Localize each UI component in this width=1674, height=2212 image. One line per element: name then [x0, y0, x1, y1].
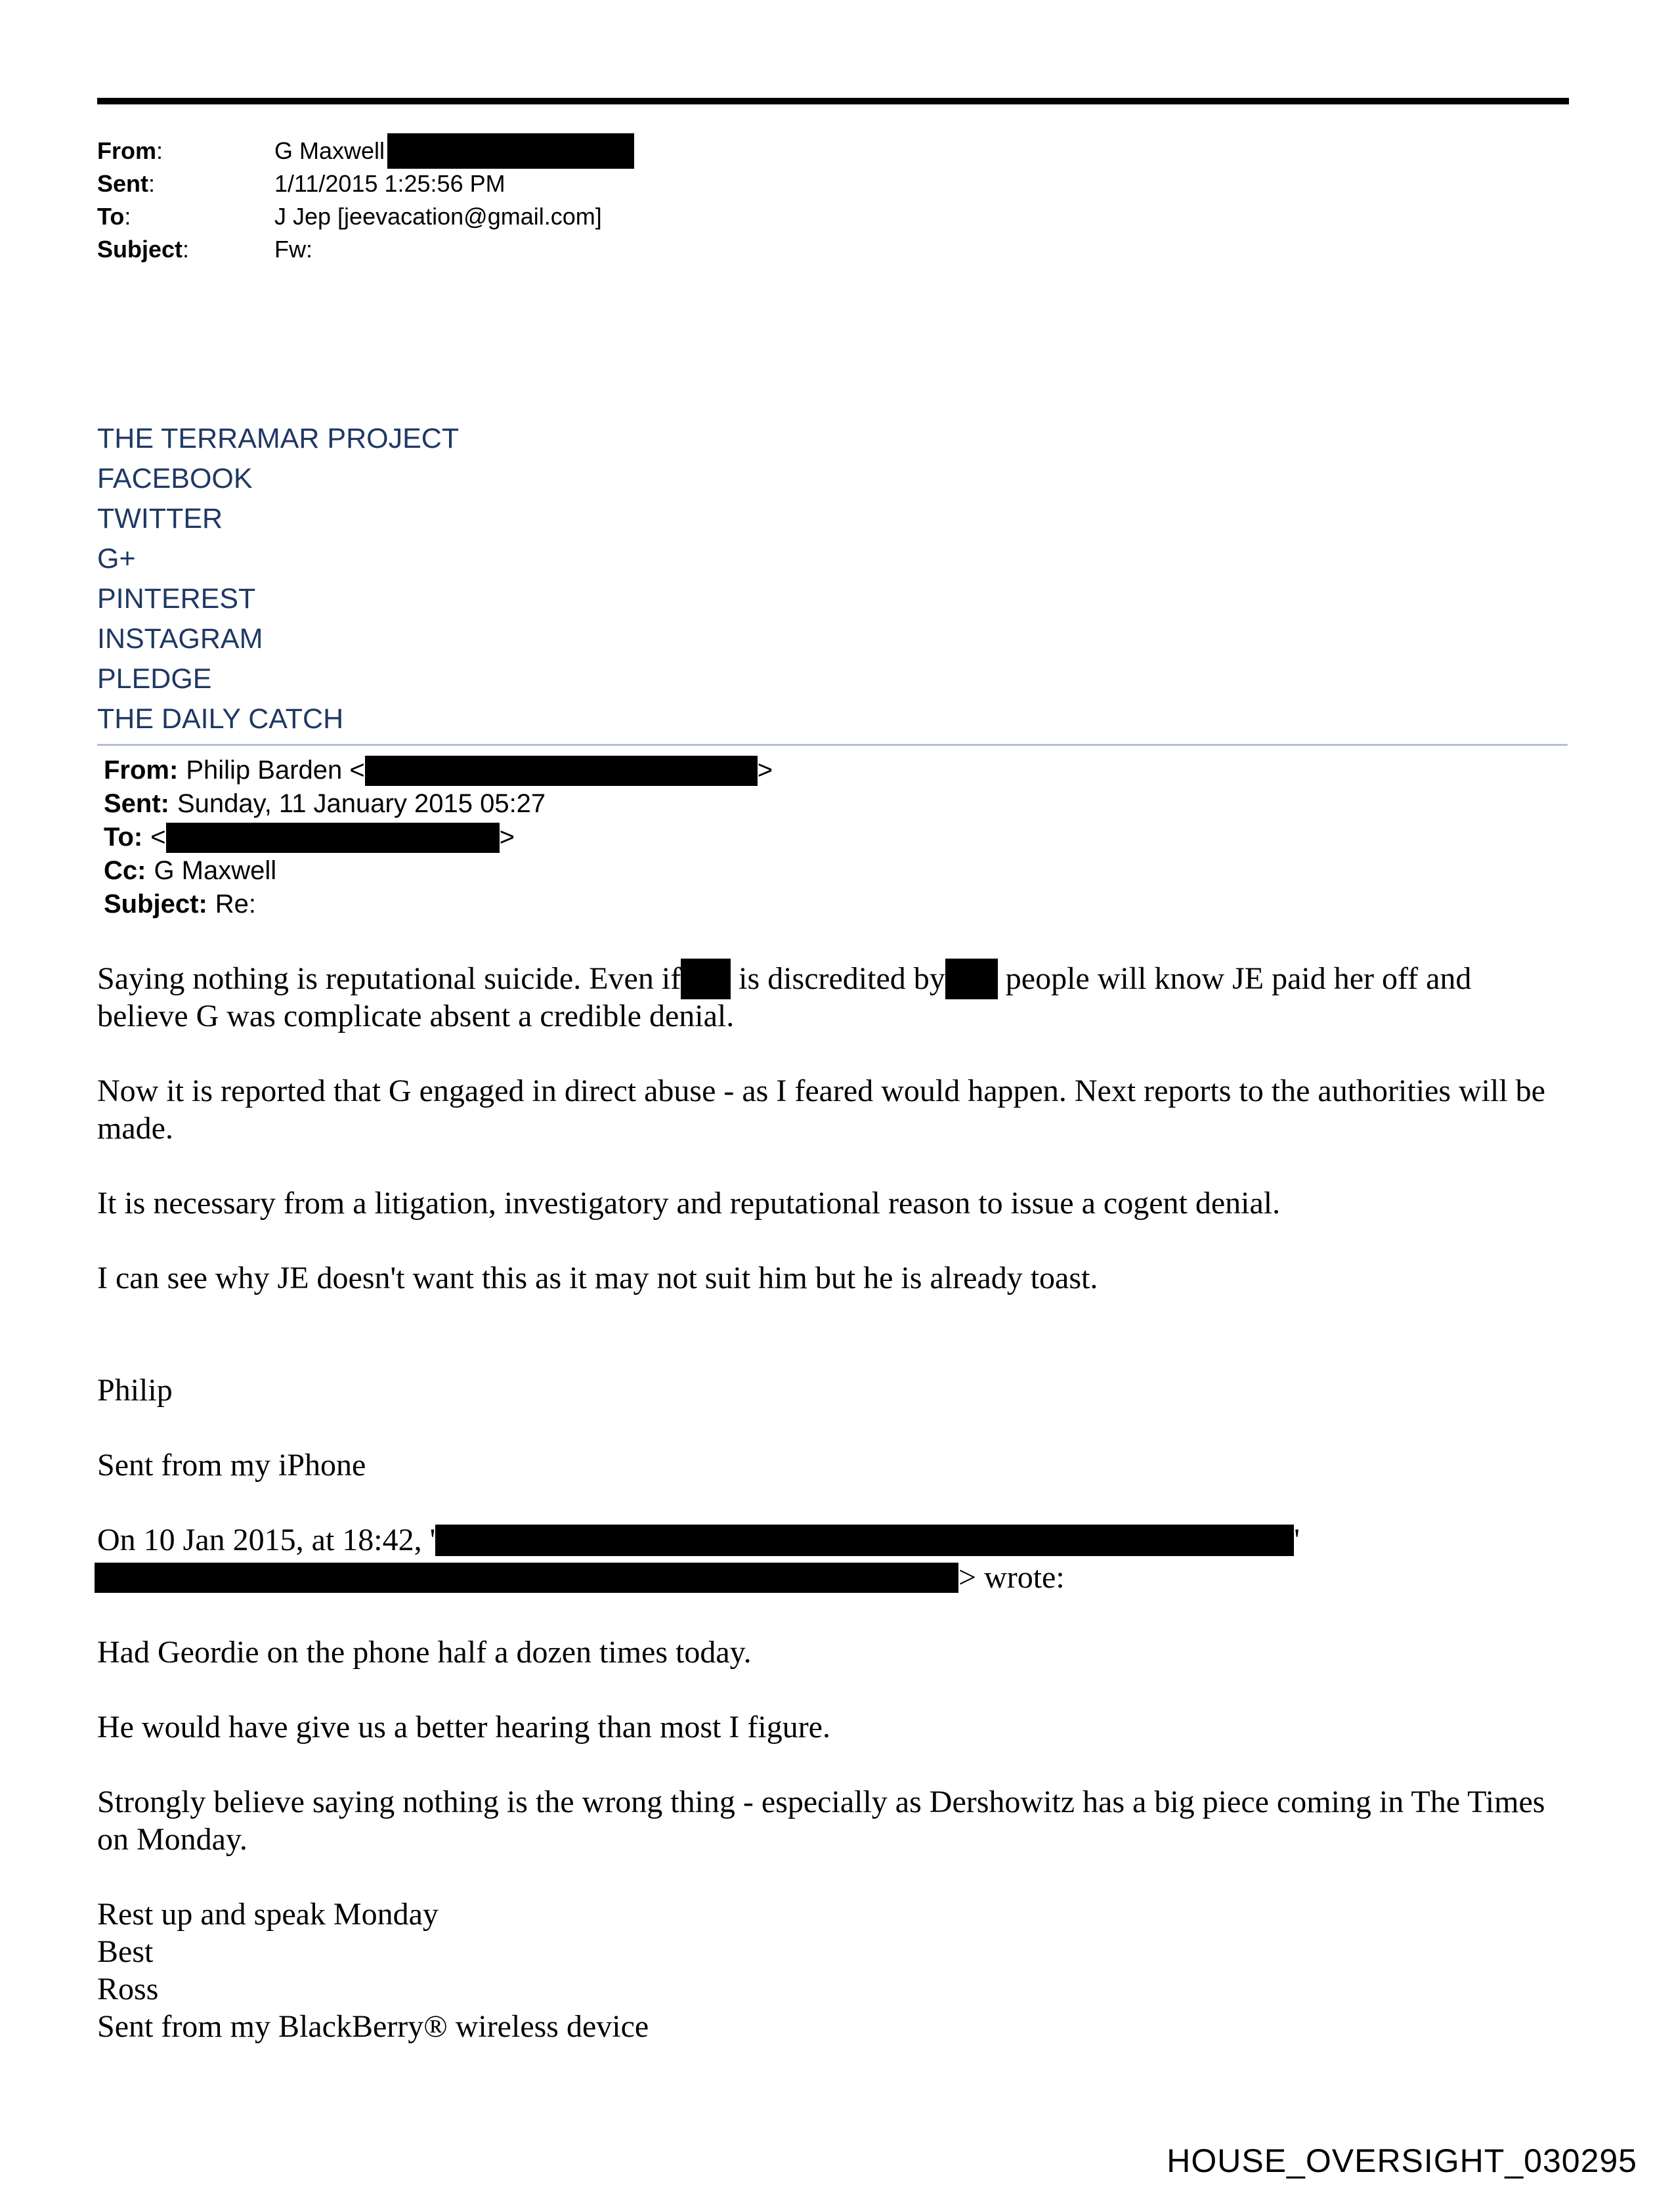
quote-wrote-line: > wrote:	[95, 1559, 1574, 1596]
redaction-box	[166, 823, 500, 853]
fwd-to-open: <	[150, 823, 166, 852]
header-to-row: To: J Jep [jeevacation@gmail.com]	[97, 200, 634, 233]
link-twitter[interactable]: TWITTER	[97, 503, 223, 534]
subject-label: Subject	[97, 236, 183, 263]
body-paragraph-3: It is necessary from a litigation, investigatory and reputational reason to issue a cogent denial.	[97, 1186, 1281, 1221]
sent-from-iphone: Sent from my iPhone	[97, 1448, 366, 1483]
redaction-box	[95, 1563, 958, 1593]
fwd-to-close: >	[499, 823, 515, 852]
quoted-line-1: Had Geordie on the phone half a dozen times today.	[97, 1635, 752, 1670]
fwd-to-label: To:	[104, 823, 143, 852]
body-paragraph-1-line-2: believe G was complicate absent a credible denial.	[97, 999, 735, 1033]
to-label: To	[97, 203, 125, 230]
fwd-subject-label: Subject:	[104, 890, 207, 919]
signoff-name: Philip	[97, 1373, 173, 1408]
redaction-box	[387, 133, 634, 169]
fwd-from-row	[104, 754, 773, 787]
link-gplus[interactable]: G+	[97, 543, 136, 575]
redaction-box	[945, 959, 998, 999]
fwd-subject-value: Re:	[215, 890, 257, 919]
redaction-box	[681, 959, 731, 999]
fwd-sent-value: Sunday, 11 January 2015 05:27	[177, 789, 546, 818]
from-label: From	[97, 137, 156, 164]
quoted-line-4: Rest up and speak Monday	[97, 1897, 439, 1932]
quoted-line-7: Sent from my BlackBerry® wireless device	[97, 2009, 649, 2044]
forward-divider	[97, 744, 1568, 746]
email-body	[97, 960, 1574, 2045]
to-value: J Jep [jeevacation@gmail.com]	[274, 203, 602, 230]
link-pinterest[interactable]: PINTEREST	[97, 583, 256, 615]
link-terramar-project[interactable]: THE TERRAMAR PROJECT	[97, 423, 460, 454]
link-facebook[interactable]: FACEBOOK	[97, 463, 253, 494]
fwd-sent-label: Sent:	[104, 789, 169, 818]
redaction-box	[365, 756, 758, 786]
fwd-sent-row	[104, 787, 773, 821]
header-sent-row: Sent: 1/11/2015 1:25:56 PM	[97, 167, 634, 200]
fwd-from-label: From:	[104, 756, 179, 785]
quoted-line-3: Strongly believe saying nothing is the wrong thing - especially as Dershowitz has a big piece coming in The Times on Monday.	[97, 1785, 1545, 1857]
quoted-line-2: He would have give us a better hearing than most I figure.	[97, 1710, 830, 1745]
top-rule	[97, 98, 1569, 104]
fwd-cc-label: Cc:	[104, 856, 146, 885]
quoted-line-5: Best	[97, 1934, 154, 1969]
forwarded-header	[104, 754, 773, 921]
sent-label: Sent	[97, 170, 149, 197]
body-paragraph-1-line-1: Saying nothing is reputational suicide. Even if is discredited by people will know JE paid her off and	[97, 960, 1574, 997]
body-paragraph-4: I can see why JE doesn't want this as it may not suit him but he is already toast.	[97, 1261, 1098, 1295]
header-subject-row: Subject: Fw:	[97, 233, 634, 266]
quoted-line-6: Ross	[97, 1972, 159, 2006]
quote-intro-line: On 10 Jan 2015, at 18:42, ' '	[97, 1523, 1300, 1557]
fwd-cc-value: G Maxwell	[154, 856, 277, 885]
fwd-to-row	[104, 821, 773, 854]
header-from-row: From: G Maxwell	[97, 135, 634, 167]
link-daily-catch[interactable]: THE DAILY CATCH	[97, 703, 344, 735]
subject-value: Fw:	[274, 236, 312, 263]
fwd-from-value: Philip Barden <	[186, 756, 365, 785]
link-pledge[interactable]: PLEDGE	[97, 663, 212, 695]
email-header	[97, 135, 634, 266]
fwd-from-close: >	[757, 756, 773, 785]
sent-value: 1/11/2015 1:25:56 PM	[274, 170, 505, 197]
from-value: G Maxwell	[274, 137, 385, 164]
body-paragraph-2: Now it is reported that G engaged in direct abuse - as I feared would happen. Next reports to the authorities will be made.	[97, 1073, 1545, 1146]
bates-number: HOUSE_OVERSIGHT_030295	[1167, 2142, 1637, 2179]
redaction-box	[435, 1525, 1294, 1556]
link-instagram[interactable]: INSTAGRAM	[97, 623, 263, 655]
fwd-cc-row	[104, 854, 773, 888]
fwd-subject-row	[104, 888, 773, 921]
signature-links	[97, 419, 459, 739]
